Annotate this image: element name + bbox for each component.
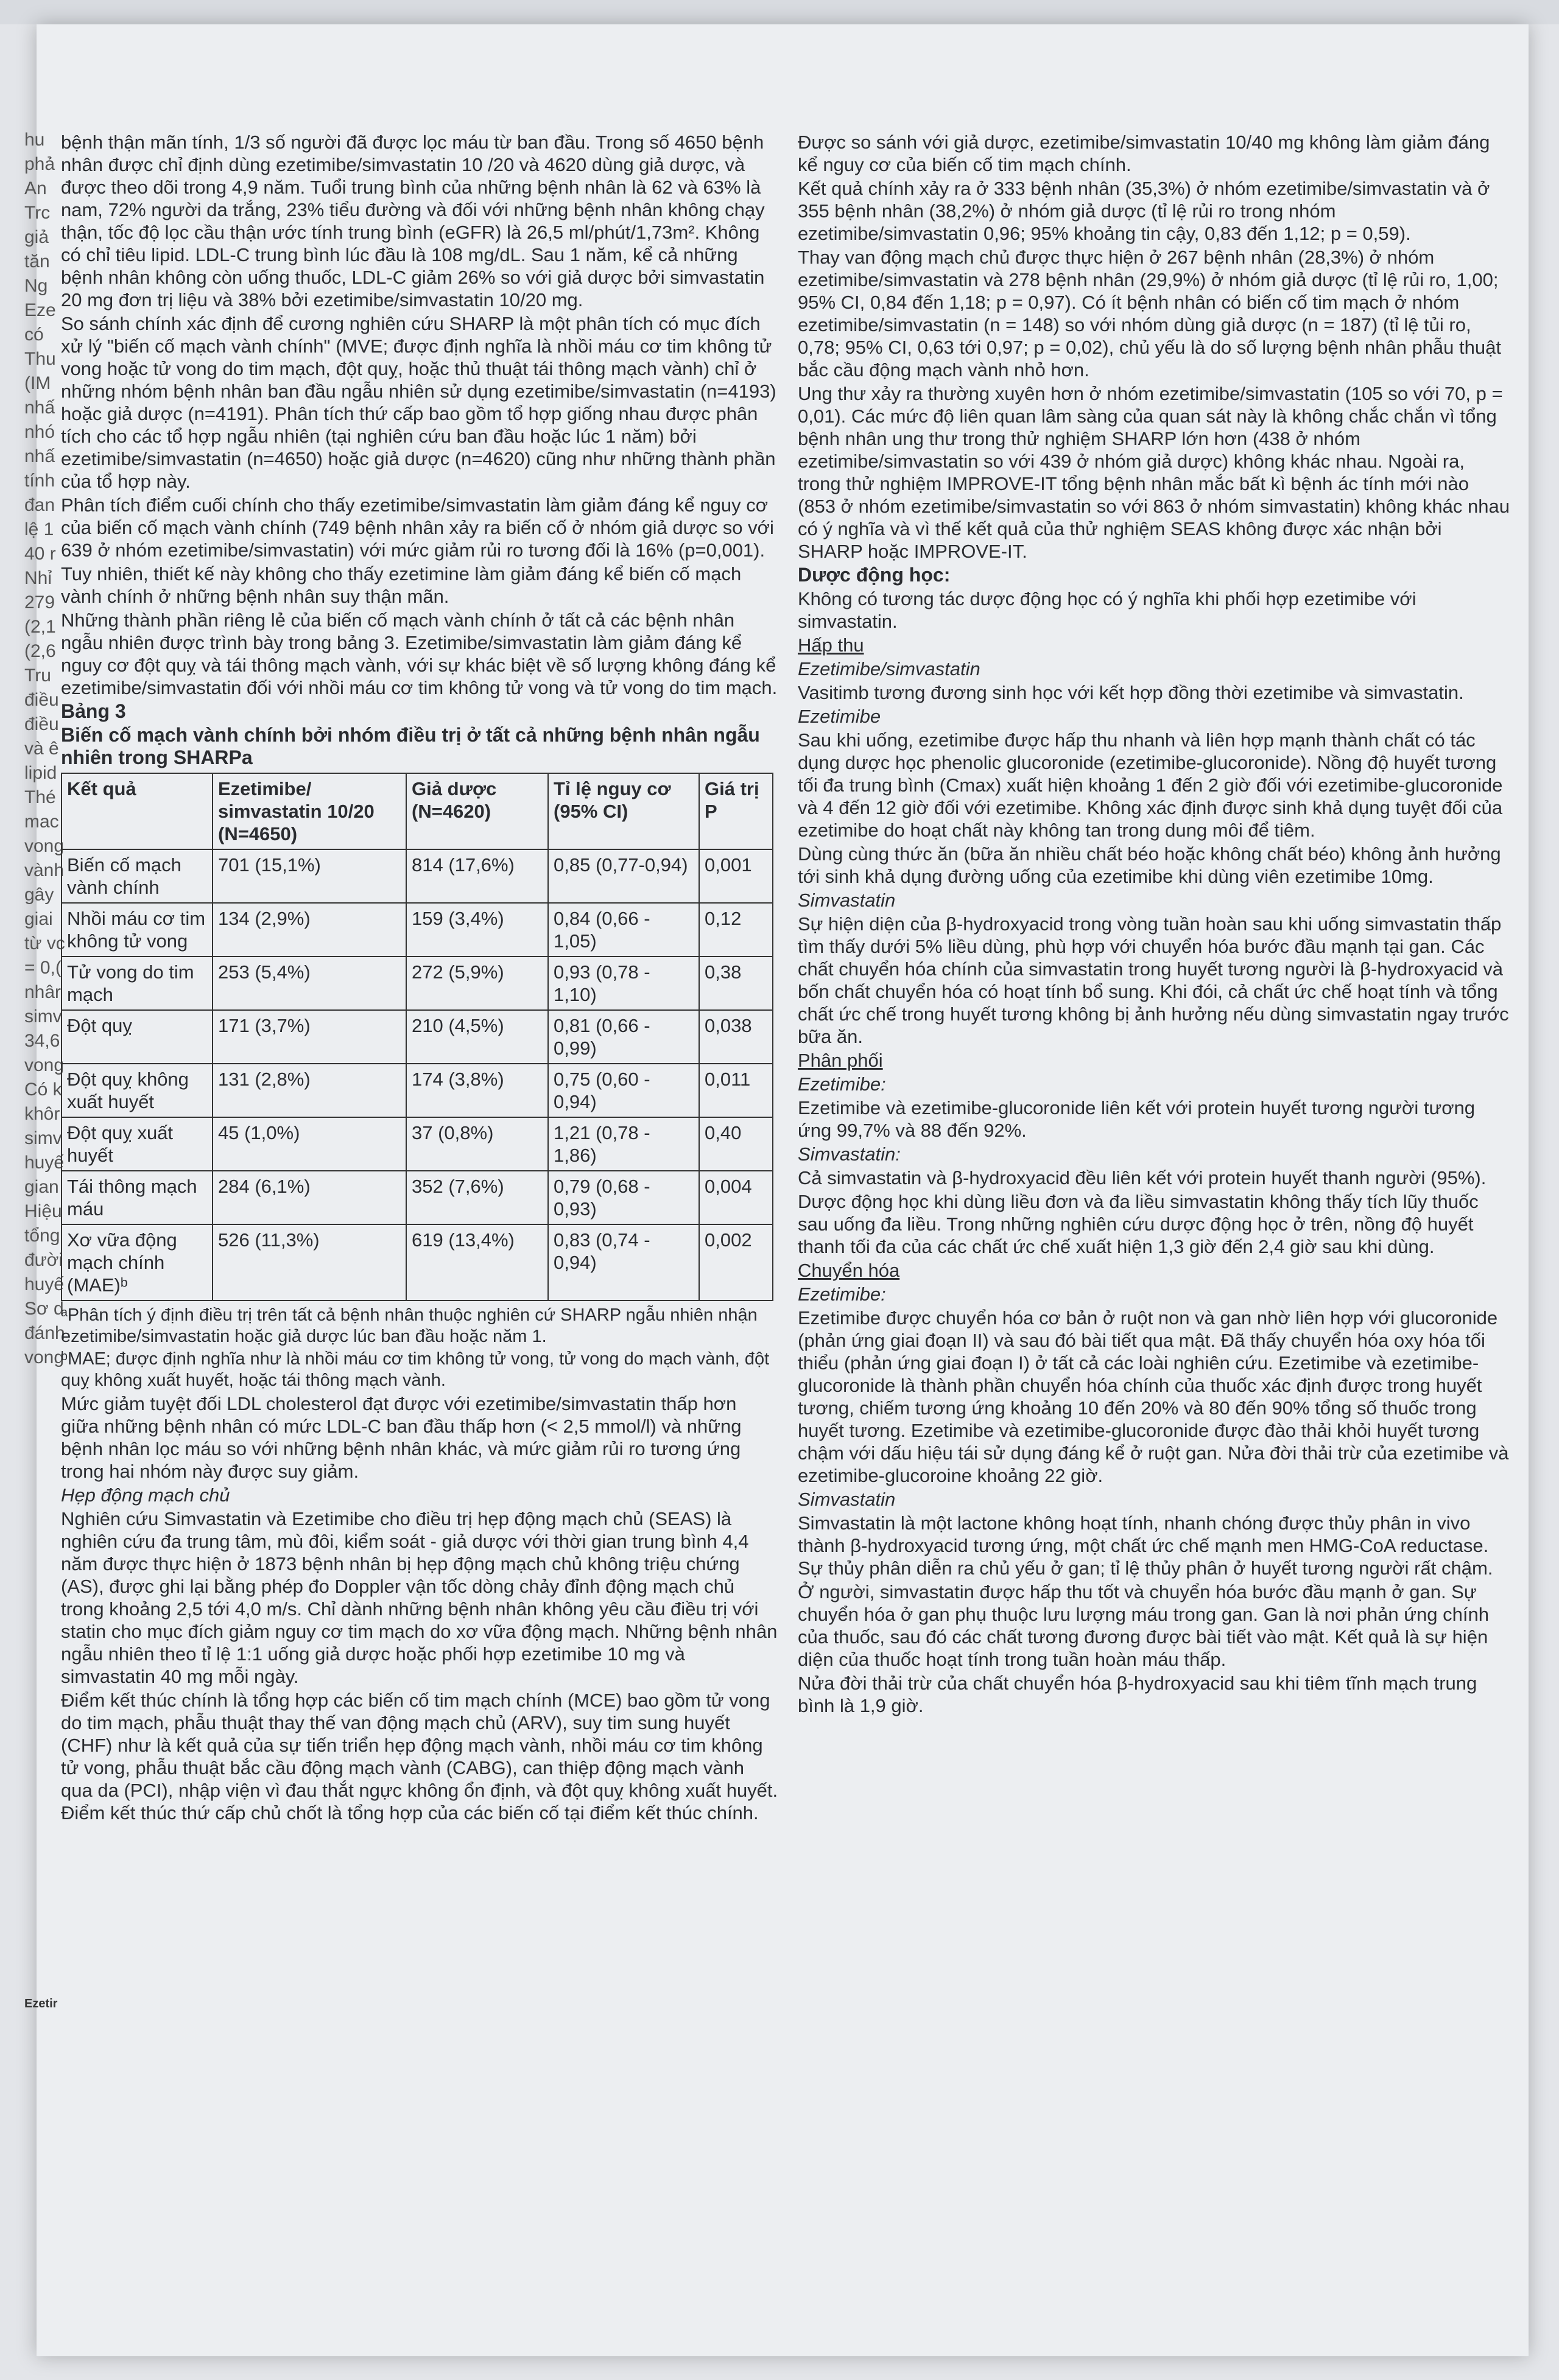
- table-cell: 0,004: [699, 1171, 773, 1224]
- strip-fragment: huyế: [24, 1274, 65, 1294]
- table-cell: 0,93 (0,78 - 1,10): [548, 957, 699, 1010]
- underlying-page-strip: [24, 128, 65, 1711]
- table-cell: 45 (1,0%): [213, 1117, 406, 1171]
- sub-heading: Ezetimibe/simvastatin: [798, 658, 980, 679]
- strip-fragment: Thu: [24, 349, 56, 369]
- table-cell: 272 (5,9%): [406, 957, 548, 1010]
- table-cell: 284 (6,1%): [213, 1171, 406, 1224]
- strip-fragment: giai: [24, 909, 53, 929]
- paragraph: Điểm kết thúc chính là tổng hợp các biến cố tim mạch chính (MCE) bao gồm tử vong do tim mạch, phẫu thuật thay thế van động mạch chủ (ARV), suy tim sung huyết (CHF) như là kết quả của sự tiến triển hẹp động mạch vành, nhồi máu cơ tim không tử vong, phẫu thuật bắc cầu động mạch vành (CABG), can thiệp động mạch vành qua da (PCI), nhập viện vì đau thắt ngực không ổn định, và đột quỵ không xuất huyết. Điểm kết thúc thứ cấp chủ chốt là tổng hợp của các biến cố tại điểm kết thúc chính.: [61, 1690, 778, 1824]
- strip-fragment: 40 r: [24, 544, 56, 564]
- strip-fragment: Nhỉ: [24, 568, 52, 588]
- sub-heading: Simvastatin:: [798, 1143, 901, 1165]
- sub-heading: Simvastatin: [798, 1489, 896, 1510]
- strip-fragment: đan: [24, 495, 55, 515]
- strip-fragment: Sơ d: [24, 1299, 64, 1319]
- strip-fragment: điều: [24, 714, 59, 734]
- strip-fragment: hu: [24, 130, 45, 150]
- paragraph: Nửa đời thải trừ của chất chuyển hóa β-hydroxyacid sau khi tiêm tĩnh mạch trung bình là 1,9 giờ.: [798, 1673, 1477, 1716]
- paragraph: Những thành phần riêng lẻ của biến cố mạch vành chính ở tất cả các bệnh nhân ngẫu nhiên được trình bày trong bảng 3. Ezetimibe/simvastatin làm giảm đáng kể nguy cơ đột quỵ và tái thông mạch vành, với sự khác biệt về số lượng không đáng kể ezetimibe/simvastatin đối với nhồi máu cơ tim không tử vong và tử vong do tim mạch.: [61, 609, 778, 698]
- paragraph: Ezetimibe và ezetimibe-glucoronide liên kết với protein huyết tương người tương ứng 99,7% và 88 đến 92%.: [798, 1097, 1476, 1141]
- strip-fragment: Hiệu: [24, 1201, 62, 1221]
- paragraph: Nghiên cứu Simvastatin và Ezetimibe cho điều trị hẹp động mạch chủ (SEAS) là nghiên cứu đa trung tâm, mù đôi, kiểm soát - giả dược với thời gian trung bình 4,4 năm được thực hiện ở 1873 bệnh nhân bị hẹp động mạch chủ không triệu chứng (AS), được ghi lại bằng phép đo Doppler vận tốc dòng chảy đỉnh động mạch chủ trong khoảng 2,5 tới 4,0 m/s. Chỉ dành những bệnh nhân không yêu cầu điều trị với statin cho mục đích giảm nguy cơ tim mạch do xơ vữa động mạch. Những bệnh nhân ngẫu nhiên theo tỉ lệ 1:1 uống giả dược hoặc phối hợp ezetimibe 10 mg và simvastatin 40 mg mỗi ngày.: [61, 1508, 778, 1687]
- column-header: Kết quả: [62, 773, 213, 849]
- paragraph: Dùng cùng thức ăn (bữa ăn nhiều chất béo hoặc không chất béo) không ảnh hưởng tới sinh khả dụng đường uống của ezetimibe khi dùng viên ezetimibe 10mg.: [798, 843, 1501, 887]
- strip-fragment: huyế: [24, 1153, 65, 1173]
- table-cell: Nhồi máu cơ tim không tử vong: [62, 903, 213, 957]
- table-cell: Tử vong do tim mạch: [62, 957, 213, 1010]
- strip-fragment: mac: [24, 812, 59, 832]
- table-row: [62, 1224, 773, 1301]
- table-cell: 0,12: [699, 903, 773, 957]
- paragraph: Ung thư xảy ra thường xuyên hơn ở nhóm ezetimibe/simvastatin (105 so với 70, p = 0,01). Các mức độ liên quan lâm sàng của quan sát này là không chắc chắn vì tổng bệnh nhân ung thư trong thử nghiệm SHARP lớn hơn (438 ở nhóm ezetimibe/simvastatin so với 439 ở nhóm giả dược) không khác nhau. Ngoài ra, trong thử nghiệm IMPROVE-IT tổng bệnh nhân mắc bất kì bệnh ác tính mới nào (853 ở nhóm ezetimibe/simvastatin so với 863 ở nhóm simvastatin) không khác nhau có ý nghĩa và vì thế kết quả của thử nghiệm SEAS không được xác nhận bởi SHARP hoặc IMPROVE-IT.: [798, 383, 1510, 562]
- paragraph: Mức giảm tuyệt đối LDL cholesterol đạt được với ezetimibe/simvastatin thấp hơn giữa những bệnh nhân có mức LDL-C ban đầu thấp hơn (< 2,5 mmol/l) và những bệnh nhân lọc máu so với những bệnh nhân khác, và mức giảm rủi ro tương ứng trong hai nhóm này được suy giảm.: [61, 1393, 742, 1482]
- strip-fragment: từ vc: [24, 933, 65, 953]
- table-cell: 0,83 (0,74 - 0,94): [548, 1224, 699, 1301]
- results-table: [61, 773, 773, 1301]
- strip-fragment: vong: [24, 1055, 65, 1075]
- paragraph: Sự hiện diện của β-hydroxyacid trong vòng tuần hoàn sau khi uống simvastatin thấp tìm thấy dưới 5% liều dùng, phù hợp với chuyển hóa bước đầu mạnh tại gan. Các chất chuyển hóa chính của simvastatin trong huyết tương người là β-hydroxyacid và bốn chất chuyển hóa có hoạt tính bổ sung. Khi đói, cả chất ức chế hoạt tính và tổng chất ức chế trong huyết tương không bị ảnh hưởng nếu dùng simvastatin ngay trước bữa ăn.: [798, 913, 1509, 1047]
- table-row: [62, 849, 773, 903]
- strip-fragment: (IM: [24, 373, 51, 393]
- table-cell: 352 (7,6%): [406, 1171, 548, 1224]
- strip-fragment: (2,1: [24, 617, 56, 637]
- table-cell: 0,79 (0,68 - 0,93): [548, 1171, 699, 1224]
- section-heading: Phân phối: [798, 1050, 883, 1071]
- table-cell: 0,011: [699, 1064, 773, 1117]
- table-cell: 0,001: [699, 849, 773, 903]
- strip-fragment: lệ 1: [24, 519, 54, 539]
- left-column: [61, 131, 780, 1825]
- strip-fragment: 34,6: [24, 1031, 60, 1051]
- strip-fragment: gây: [24, 885, 54, 905]
- strip-fragment: = 0,(: [24, 958, 62, 978]
- strip-fragment: Thé: [24, 787, 56, 807]
- strip-fragment: gian: [24, 1177, 59, 1197]
- table-row: [62, 1064, 773, 1117]
- column-header: Giả dược (N=4620): [406, 773, 548, 849]
- strip-fragment: Có k: [24, 1079, 62, 1100]
- paragraph: bệnh thận mãn tính, 1/3 số người đã được lọc máu từ ban đầu. Trong số 4650 bệnh nhân được chỉ định dùng ezetimibe/simvastatin 10 /20 và 4620 dùng giả dược, và được theo dõi trong 4,9 năm. Tuổi trung bình của những bệnh nhân là 62 và 63% là nam, 72% người da trắng, 23% tiểu đường và đối với những bệnh nhân không chạy thận, tốc độ lọc cầu thận ước tính trung bình (eGFR) là 26,5 ml/phút/1,73m². Không có chỉ tiêu lipid. LDL-C trung bình lúc đầu là 108 mg/dL. Sau 1 năm, kể cả những bệnh nhân không còn uống thuốc, LDL-C giảm 26% so với giả dược bởi simvastatin 20 mg đơn trị liệu và 38% bởi ezetimibe/simvastatin 10/20 mg.: [61, 132, 765, 311]
- strip-fragment: đười: [24, 1250, 63, 1270]
- strip-fragment: nhâr: [24, 982, 62, 1002]
- table-cell: 0,40: [699, 1117, 773, 1171]
- table-cell: 1,21 (0,78 - 1,86): [548, 1117, 699, 1171]
- paragraph: Không có tương tác dược động học có ý nghĩa khi phối hợp ezetimibe với simvastatin.: [798, 588, 1416, 632]
- table-cell: 0,75 (0,60 - 0,94): [548, 1064, 699, 1117]
- column-header: Tỉ lệ nguy cơ (95% CI): [548, 773, 699, 849]
- section-heading: Hẹp động mạch chủ: [61, 1484, 230, 1506]
- paragraph: Thay van động mạch chủ được thực hiện ở 267 bệnh nhân (28,3%) ở nhóm ezetimibe/simvastatin và 278 bệnh nhân (29,9%) ở nhóm giả dược (tỉ lệ rủi ro, 1,00; 95% CI, 0,84 đến 1,18; p = 0,97). Có ít bệnh nhân có biến cố tim mạch ở nhóm ezetimibe/simvastatin (n = 148) so với nhóm dùng giả dược (n = 187) (tỉ lệ tủi ro, 0,78; 95% CI, 0,63 tới 0,97; p = 0,02), chủ yếu là do số lượng bệnh nhân phẫu thuật bắc cầu động mạch vành nhỏ hơn.: [798, 247, 1501, 381]
- table-cell: 174 (3,8%): [406, 1064, 548, 1117]
- strip-fragment: vong: [24, 836, 65, 856]
- strip-fragment: nhấ: [24, 398, 55, 418]
- right-column: [798, 131, 1510, 1718]
- section-heading: Hấp thu: [798, 634, 864, 656]
- paragraph: Tuy nhiên, thiết kế này không cho thấy ezetimine làm giảm đáng kể biến cố mạch vành chính ở những bệnh nhân suy thận mãn.: [61, 563, 742, 607]
- table-label: Bảng 3: [61, 700, 126, 722]
- paragraph: Được so sánh với giả dược, ezetimibe/simvastatin 10/40 mg không làm giảm đáng kể nguy cơ của biến cố tim mạch chính.: [798, 132, 1490, 175]
- strip-fragment: Tru: [24, 665, 51, 686]
- strip-fragment: phả: [24, 154, 55, 174]
- column-header: Ezetimibe/ simvastatin 10/20 (N=4650): [213, 773, 406, 849]
- strip-fragment: nhó: [24, 422, 55, 442]
- table-row: [62, 1171, 773, 1224]
- table-cell: 37 (0,8%): [406, 1117, 548, 1171]
- table-cell: 131 (2,8%): [213, 1064, 406, 1117]
- table-cell: 0,81 (0,66 - 0,99): [548, 1010, 699, 1064]
- strip-fragment: khôr: [24, 1104, 60, 1124]
- strip-fragment: An: [24, 178, 47, 198]
- strip-fragment: vong: [24, 1347, 65, 1367]
- column-header: Giá trị P: [699, 773, 773, 849]
- strip-fragment: tổng: [24, 1226, 60, 1246]
- strip-fragment: lipid: [24, 763, 57, 783]
- sub-heading: Ezetimibe: [798, 706, 881, 727]
- table-cell: Đột quỵ không xuất huyết: [62, 1064, 213, 1117]
- table-cell: 171 (3,7%): [213, 1010, 406, 1064]
- table-cell: 0,38: [699, 957, 773, 1010]
- strip-fragment: có: [24, 325, 44, 345]
- table-cell: 210 (4,5%): [406, 1010, 548, 1064]
- strip-fragment: vành: [24, 860, 65, 880]
- section-heading: Dược động học:: [798, 564, 951, 586]
- paragraph: Cả simvastatin và β-hydroxyacid đều liên kết với protein huyết thanh người (95%).: [798, 1167, 1487, 1188]
- paragraph: So sánh chính xác định để cương nghiên cứu SHARP là một phân tích có mục đích xử lý "biến cố mạch vành chính" (MVE; được định nghĩa là nhồi máu cơ tim không tử vong hoặc tử vong do tim mạch, đột quỵ, hoặc thủ thuật tái thông mạch vành) chỉ ở những nhóm bệnh nhân ban đầu ngẫu nhiên sử dụng ezetimibe/simvastatin (n=4193) hoặc giả dược (n=4191). Phân tích thứ cấp bao gồm tổ hợp giống nhau được phân tích cho các tổ hợp ngẫu nhiên (tại nghiên cứu ban đầu hoặc lúc 1 năm) bởi ezetimibe/simvastatin (n=4650) hoặc giả dược (n=4620) cũng như những thành phần của tổ hợp này.: [61, 313, 776, 492]
- footnote-a: ᵃPhân tích ý định điều trị trên tất cả bệnh nhân thuộc nghiên cứ SHARP ngẫu nhiên nhận ezetimibe/simvastatin hoặc giả dược lúc ban đầu hoặc năm 1.: [61, 1305, 758, 1346]
- strip-fragment: Eze: [24, 300, 56, 320]
- table-row: [62, 1117, 773, 1171]
- table-cell: 253 (5,4%): [213, 957, 406, 1010]
- strip-fragment: (2,6: [24, 641, 56, 661]
- table-cell: 619 (13,4%): [406, 1224, 548, 1301]
- table-cell: 0,84 (0,66 - 1,05): [548, 903, 699, 957]
- strip-fragment: simv: [24, 1128, 62, 1148]
- footnote-b: ᵇMAE; được định nghĩa như là nhồi máu cơ tim không tử vong, tử vong do mạch vành, đột quỵ không xuất huyết, hoặc tái thông mạch vành.: [61, 1349, 770, 1390]
- paragraph: Ở người, simvastatin được hấp thu tốt và chuyển hóa bước đầu mạnh ở gan. Sự chuyển hóa ở gan phụ thuộc lưu lượng máu trong gan. Gan là nơi phản ứng chính của thuốc, sau đó các chất tương đương được bài tiết vào mật. Kết quả là sự hiện diện của thuốc hoạt tính trong tuần hoàn máu thấp.: [798, 1581, 1489, 1670]
- strip-fragment: đánh: [24, 1323, 65, 1343]
- paragraph: Sau khi uống, ezetimibe được hấp thu nhanh và liên hợp mạnh thành chất có tác dụng dược học phenolic glucoronide (ezetimibe-glucoronide). Nồng độ huyết tương tối đa trung bình (Cmax) xuất hiện khoảng 1 đến 2 giờ đối với ezetimibe-glucoronide và 4 đến 12 giờ đối với ezetimibe. Không xác định được sinh khả dụng tuyệt đối của ezetimibe do hoạt chất này không tan trong dung môi để tiêm.: [798, 729, 1503, 841]
- table-cell: Tái thông mạch máu: [62, 1171, 213, 1224]
- strip-fragment: giả: [24, 227, 49, 247]
- table-cell: 0,85 (0,77-0,94): [548, 849, 699, 903]
- paragraph: Dược động học khi dùng liều đơn và đa liều simvastatin không thấy tích lũy thuốc sau uống đa liều. Trong những nghiên cứu dược động học ở trên, nồng độ huyết thanh tối đa của các chất ức chế xuất hiện 1,3 giờ đến 2,4 giờ sau khi dùng.: [798, 1191, 1479, 1257]
- strip-fragment: nhấ: [24, 446, 55, 466]
- table-cell: Đột quỵ xuất huyết: [62, 1117, 213, 1171]
- paragraph: Phân tích điểm cuối chính cho thấy ezetimibe/simvastatin làm giảm đáng kể nguy cơ của biến cố mạch vành chính (749 bệnh nhân xảy ra biến cố ở nhóm giả dược so với 639 ở nhóm ezetimibe/simvastatin) với mức giảm rủi ro tương đối là 16% (p=0,001).: [61, 494, 774, 561]
- table-cell: Xơ vữa động mạch chính (MAE)ᵇ: [62, 1224, 213, 1301]
- table-cell: 0,038: [699, 1010, 773, 1064]
- paragraph: Vasitimb tương đương sinh học với kết hợp đồng thời ezetimibe và simvastatin.: [798, 682, 1464, 703]
- table-row: [62, 957, 773, 1010]
- strip-fragment: tăn: [24, 251, 50, 272]
- strip-fragment: điều: [24, 690, 59, 710]
- table-cell: 526 (11,3%): [213, 1224, 406, 1301]
- section-heading: Chuyển hóa: [798, 1260, 900, 1281]
- table-header-row: [62, 773, 773, 849]
- paragraph: Ezetimibe được chuyển hóa cơ bản ở ruột non và gan nhờ liên hợp với glucoronide (phản ứng giai đoạn II) và sau đó bài tiết qua mật. Đã thấy chuyển hóa oxy hóa tối thiểu (phản ứng giai đoạn I) ở tất cả các loài nghiên cứu. Ezetimibe và ezetimibe-glucoronide là thành phần chuyển hóa chính của thuốc xác định được trong huyết tương, chiếm tương ứng khoảng 10 đến 20% và 80 đến 90% tổng số thuốc trong huyết tương. Ezetimibe và ezetimibe-glucoronide được đào thải khỏi huyết tương chậm với dấu hiệu tái sử dụng đáng kể ở ruột gan. Nửa đời thải trừ của ezetimibe và ezetimibe-glucoroine khoảng 22 giờ.: [798, 1307, 1509, 1486]
- strip-fragment: Trc: [24, 203, 51, 223]
- table-cell: 0,002: [699, 1224, 773, 1301]
- table-cell: 814 (17,6%): [406, 849, 548, 903]
- sub-heading: Simvastatin: [798, 890, 896, 911]
- strip-fragment: tính: [24, 471, 55, 491]
- strip-fragment: simv: [24, 1006, 62, 1027]
- table-cell: 134 (2,9%): [213, 903, 406, 957]
- table-cell: Đột quỵ: [62, 1010, 213, 1064]
- table-cell: Biến cố mạch vành chính: [62, 849, 213, 903]
- paragraph: Simvastatin là một lactone không hoạt tính, nhanh chóng được thủy phân in vivo thành β-hydroxyacid tương ứng, một chất ức chế mạnh men HMG-CoA reductase. Sự thủy phân diễn ra chủ yếu ở gan; tỉ lệ thủy phân ở huyết tương người rất chậm.: [798, 1512, 1493, 1579]
- table-row: [62, 903, 773, 957]
- table-cell: 701 (15,1%): [213, 849, 406, 903]
- table-cell: 159 (3,4%): [406, 903, 548, 957]
- strip-fragment: 279: [24, 592, 55, 613]
- strip-fragment: Ng: [24, 276, 48, 296]
- table-row: [62, 1010, 773, 1064]
- table-title: Biến cố mạch vành chính bởi nhóm điều trị ở tất cả những bệnh nhân ngẫu nhiên trong SHARPa: [61, 724, 760, 768]
- sub-heading: Ezetimibe:: [798, 1283, 886, 1305]
- paragraph: Kết quả chính xảy ra ở 333 bệnh nhân (35,3%) ở nhóm ezetimibe/simvastatin và ở 355 bệnh nhân (38,2%) ở nhóm giả dược (tỉ lệ rủi ro trong nhóm ezetimibe/simvastatin 0,96; 95% khoảng tin cậy, 0,83 đến 1,12; p = 0,59).: [798, 178, 1490, 244]
- strip-fragment: và ê: [24, 739, 59, 759]
- sub-heading: Ezetimibe:: [798, 1073, 886, 1095]
- side-label: Ezetir: [24, 1997, 58, 2010]
